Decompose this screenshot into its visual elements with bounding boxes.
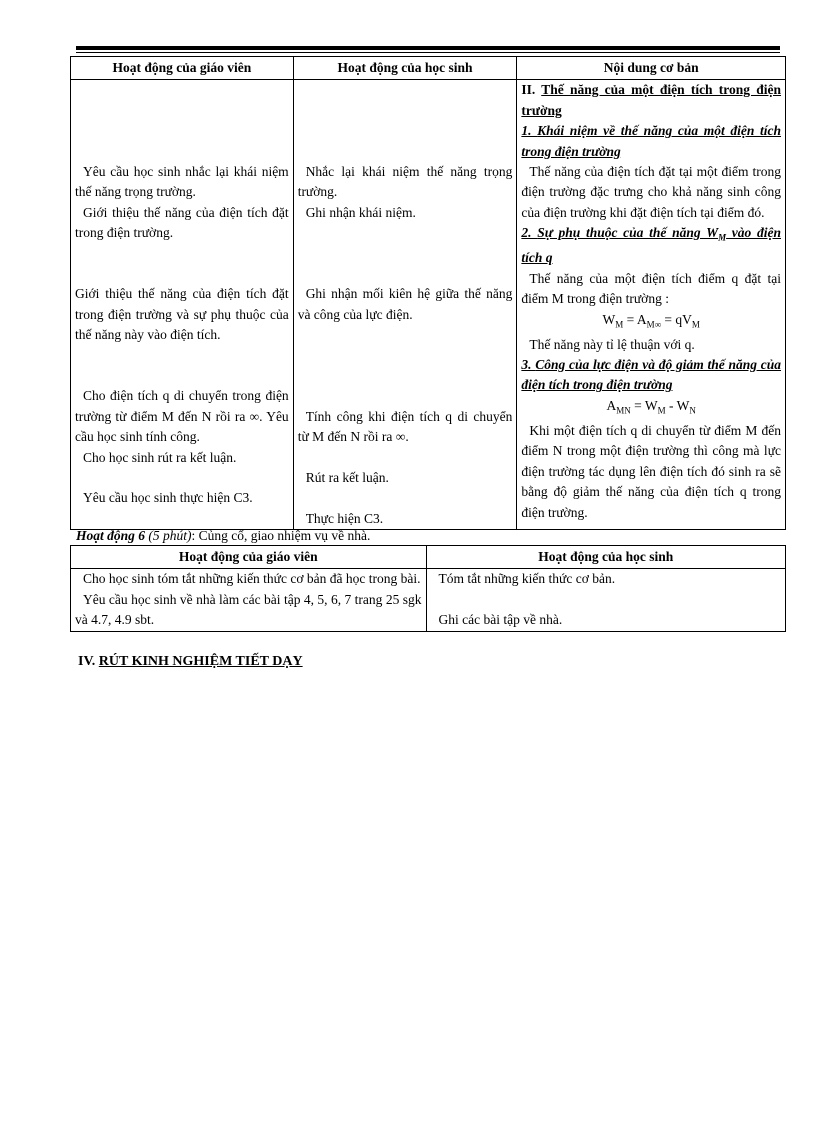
header-student: Hoạt động của học sinh: [426, 546, 786, 569]
student-item: Tóm tắt những kiến thức cơ bản.: [438, 571, 616, 587]
teacher-item: Giới thiệu thế năng của điện tích đặt trong điện trường.: [75, 204, 289, 241]
lesson-table-row: [71, 80, 786, 530]
student-item: Nhắc lại khái niệm thế năng trọng trường.: [297, 164, 513, 200]
student-item: Thực hiện C3.: [305, 510, 384, 526]
section-4-heading: IV. RÚT KINH NGHIỆM TIẾT DẠY: [78, 654, 303, 669]
student-item: Ghi các bài tập về nhà.: [438, 612, 563, 628]
student-item: Rút ra kết luận.: [305, 470, 389, 486]
section-title: II. Thế năng của một điện tích trong điện trường: [521, 82, 782, 118]
student-item: Ghi nhận mối kiên hệ giữa thế năng và công của lực điện.: [297, 286, 513, 322]
header-student: Hoạt động của học sinh: [293, 57, 517, 80]
student-item: Ghi nhận khái niệm.: [305, 204, 416, 220]
student-column: [293, 80, 517, 530]
paragraph-2: Thế năng của một điện tích điểm q đặt tại điểm M trong điện trường :: [521, 270, 781, 307]
formula-2: $A_{MN} = W_M - W_N$: [606, 397, 696, 416]
teacher-item: Yêu cầu học sinh thực hiện C3.: [83, 490, 253, 506]
formula-1: $W_M = A_{M\infty} = qV_M$: [602, 311, 700, 330]
activity-6-row: [71, 569, 786, 631]
teacher-item: Yêu cầu học sinh về nhà làm các bài tập 4, 5, 6, 7 trang 25 sgk và 4.7, 4.9 sbt.: [75, 591, 422, 628]
teacher-column: [71, 569, 427, 631]
subsection-2-title: 2. Sự phụ thuộc của thế năng $W_M$ vào điện tích q: [521, 225, 781, 266]
activity-6-header: [71, 546, 786, 569]
lesson-table: [70, 56, 786, 530]
teacher-item: Giới thiệu thế năng của điện tích đặt trong điện trường và sự phụ thuộc của thế năng này vào điện tích.: [75, 286, 289, 343]
teacher-column: [71, 80, 294, 530]
activity-6-table: [70, 545, 786, 632]
header-rule: [76, 46, 780, 50]
header-rule-thin: [76, 52, 780, 53]
paragraph-3: Thế năng này tỉ lệ thuận với q.: [529, 336, 695, 352]
teacher-item: Cho học sinh rút ra kết luận.: [83, 449, 237, 465]
activity-6-caption: Hoạt động 6 (5 phút): Củng cố, giao nhiệm vụ về nhà.: [76, 528, 371, 543]
subsection-1-title: 1. Khái niệm về thế năng của một điện tích trong điện trường: [521, 123, 781, 159]
paragraph-1: Thế năng của điện tích đặt tại một điểm trong điện trường đặc trưng cho khả năng sinh công của điện trường khi đặt điện tích tại điểm đó.: [521, 164, 781, 220]
header-teacher: Hoạt động của giáo viên: [71, 546, 427, 569]
header-content: Nội dung cơ bản: [517, 57, 786, 80]
teacher-item: Cho học sinh tóm tắt những kiến thức cơ bản đã học trong bài.: [83, 571, 421, 587]
student-item: Tính công khi điện tích q di chuyển từ M đến N rồi ra ∞.: [297, 408, 513, 445]
student-column: [426, 569, 786, 631]
paragraph-4: Khi một điện tích q di chuyển từ điểm M đến điểm N trong một điện trường thì công mà lực điện trường tác dụng lên điện tích đó sinh ra sẽ bằng độ giảm thế năng của điện tích q trong điện trường.: [521, 422, 781, 520]
teacher-item: Cho điện tích q di chuyển trong điện trường từ điểm M đến N rồi ra ∞. Yêu cầu học sinh tính công.: [75, 388, 289, 445]
header-teacher: Hoạt động của giáo viên: [71, 57, 294, 80]
lesson-table-header: [71, 57, 786, 80]
content-column: [517, 80, 786, 530]
teacher-item: Yêu cầu học sinh nhắc lại khái niệm thế năng trọng trường.: [75, 164, 289, 200]
subsection-3-title: 3. Công của lực điện và độ giảm thế năng của điện tích trong điện trường: [521, 357, 782, 393]
